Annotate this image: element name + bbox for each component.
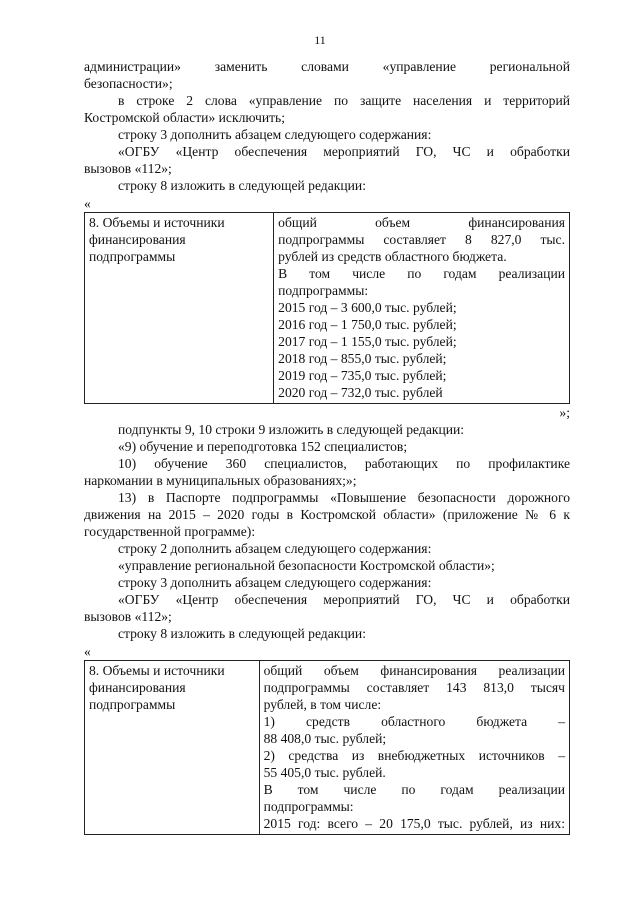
page-number: 11 — [314, 33, 326, 47]
paragraph-5: строку 8 изложить в следующей редакции: — [118, 178, 366, 193]
paragraph-2: в строке 2 слова «управление по защите населения и территорий Костромской области» исключить; — [84, 93, 570, 125]
table-cell-label: 8. Объемы и источники финансирования подпрограммы — [85, 661, 260, 835]
financing-table-2 — [84, 660, 570, 835]
table-cell-value: общий объем финансирования реализации подпрограммы составляет 143 813,0 тысяч рублей, в том числе: 1) средств областного бюджета – 88 408,0 тыс. рублей; 2) средства из внебюджетных источников – 55 405,0 тыс. рублей. В том числе по годам реализации подпрограммы: 2015 год: всего – 20 175,0 тыс. рублей, из них: — [259, 661, 569, 835]
paragraph-8: 10) обучение 360 специалистов, работающих по профилактике наркомании в муниципальных образованиях;»; — [84, 456, 570, 488]
paragraph-6: подпункты 9, 10 строки 9 изложить в следующей редакции: — [118, 422, 465, 437]
paragraph-1: администрации» заменить словами «управление региональной безопасности»; — [84, 59, 570, 91]
paragraph-7: «9) обучение и переподготовка 152 специалистов; — [118, 439, 408, 454]
paragraph-11: «управление региональной безопасности Костромской области»; — [118, 558, 495, 573]
financing-table-1 — [84, 212, 570, 404]
document-body — [84, 58, 570, 835]
table-cell-value: общий объем финансирования подпрограммы составляет 8 827,0 тыс. рублей из средств областного бюджета. В том числе по годам реализации подпрограммы: 2015 год – 3 600,0 тыс. рублей; 2016 год – 1 750,0 тыс. рублей; 2017 год – 1 155,0 тыс. рублей; 2018 год – 855,0 тыс. рублей; 2019 год – 735,0 тыс. рублей; 2020 год – 732,0 тыс. рублей — [274, 213, 570, 404]
table-row — [85, 661, 570, 835]
paragraph-14: строку 8 изложить в следующей редакции: — [118, 626, 366, 641]
table-row — [85, 213, 570, 404]
open-quote: « — [84, 196, 91, 211]
paragraph-4: «ОГБУ «Центр обеспечения мероприятий ГО, ЧС и обработки вызовов «112»; — [84, 144, 570, 176]
paragraph-3: строку 3 дополнить абзацем следующего содержания: — [118, 127, 432, 142]
paragraph-10: строку 2 дополнить абзацем следующего содержания: — [118, 541, 432, 556]
close-mark: »; — [559, 405, 570, 420]
paragraph-12: строку 3 дополнить абзацем следующего содержания: — [118, 575, 432, 590]
table-cell-label: 8. Объемы и источники финансирования подпрограммы — [85, 213, 274, 404]
paragraph-13: «ОГБУ «Центр обеспечения мероприятий ГО, ЧС и обработки вызовов «112»; — [84, 592, 570, 624]
paragraph-9: 13) в Паспорте подпрограммы «Повышение безопасности дорожного движения на 2015 – 2020 годы в Костромской области» (приложение № 6 к государственной программе): — [84, 490, 570, 539]
open-quote-2: « — [84, 644, 91, 659]
